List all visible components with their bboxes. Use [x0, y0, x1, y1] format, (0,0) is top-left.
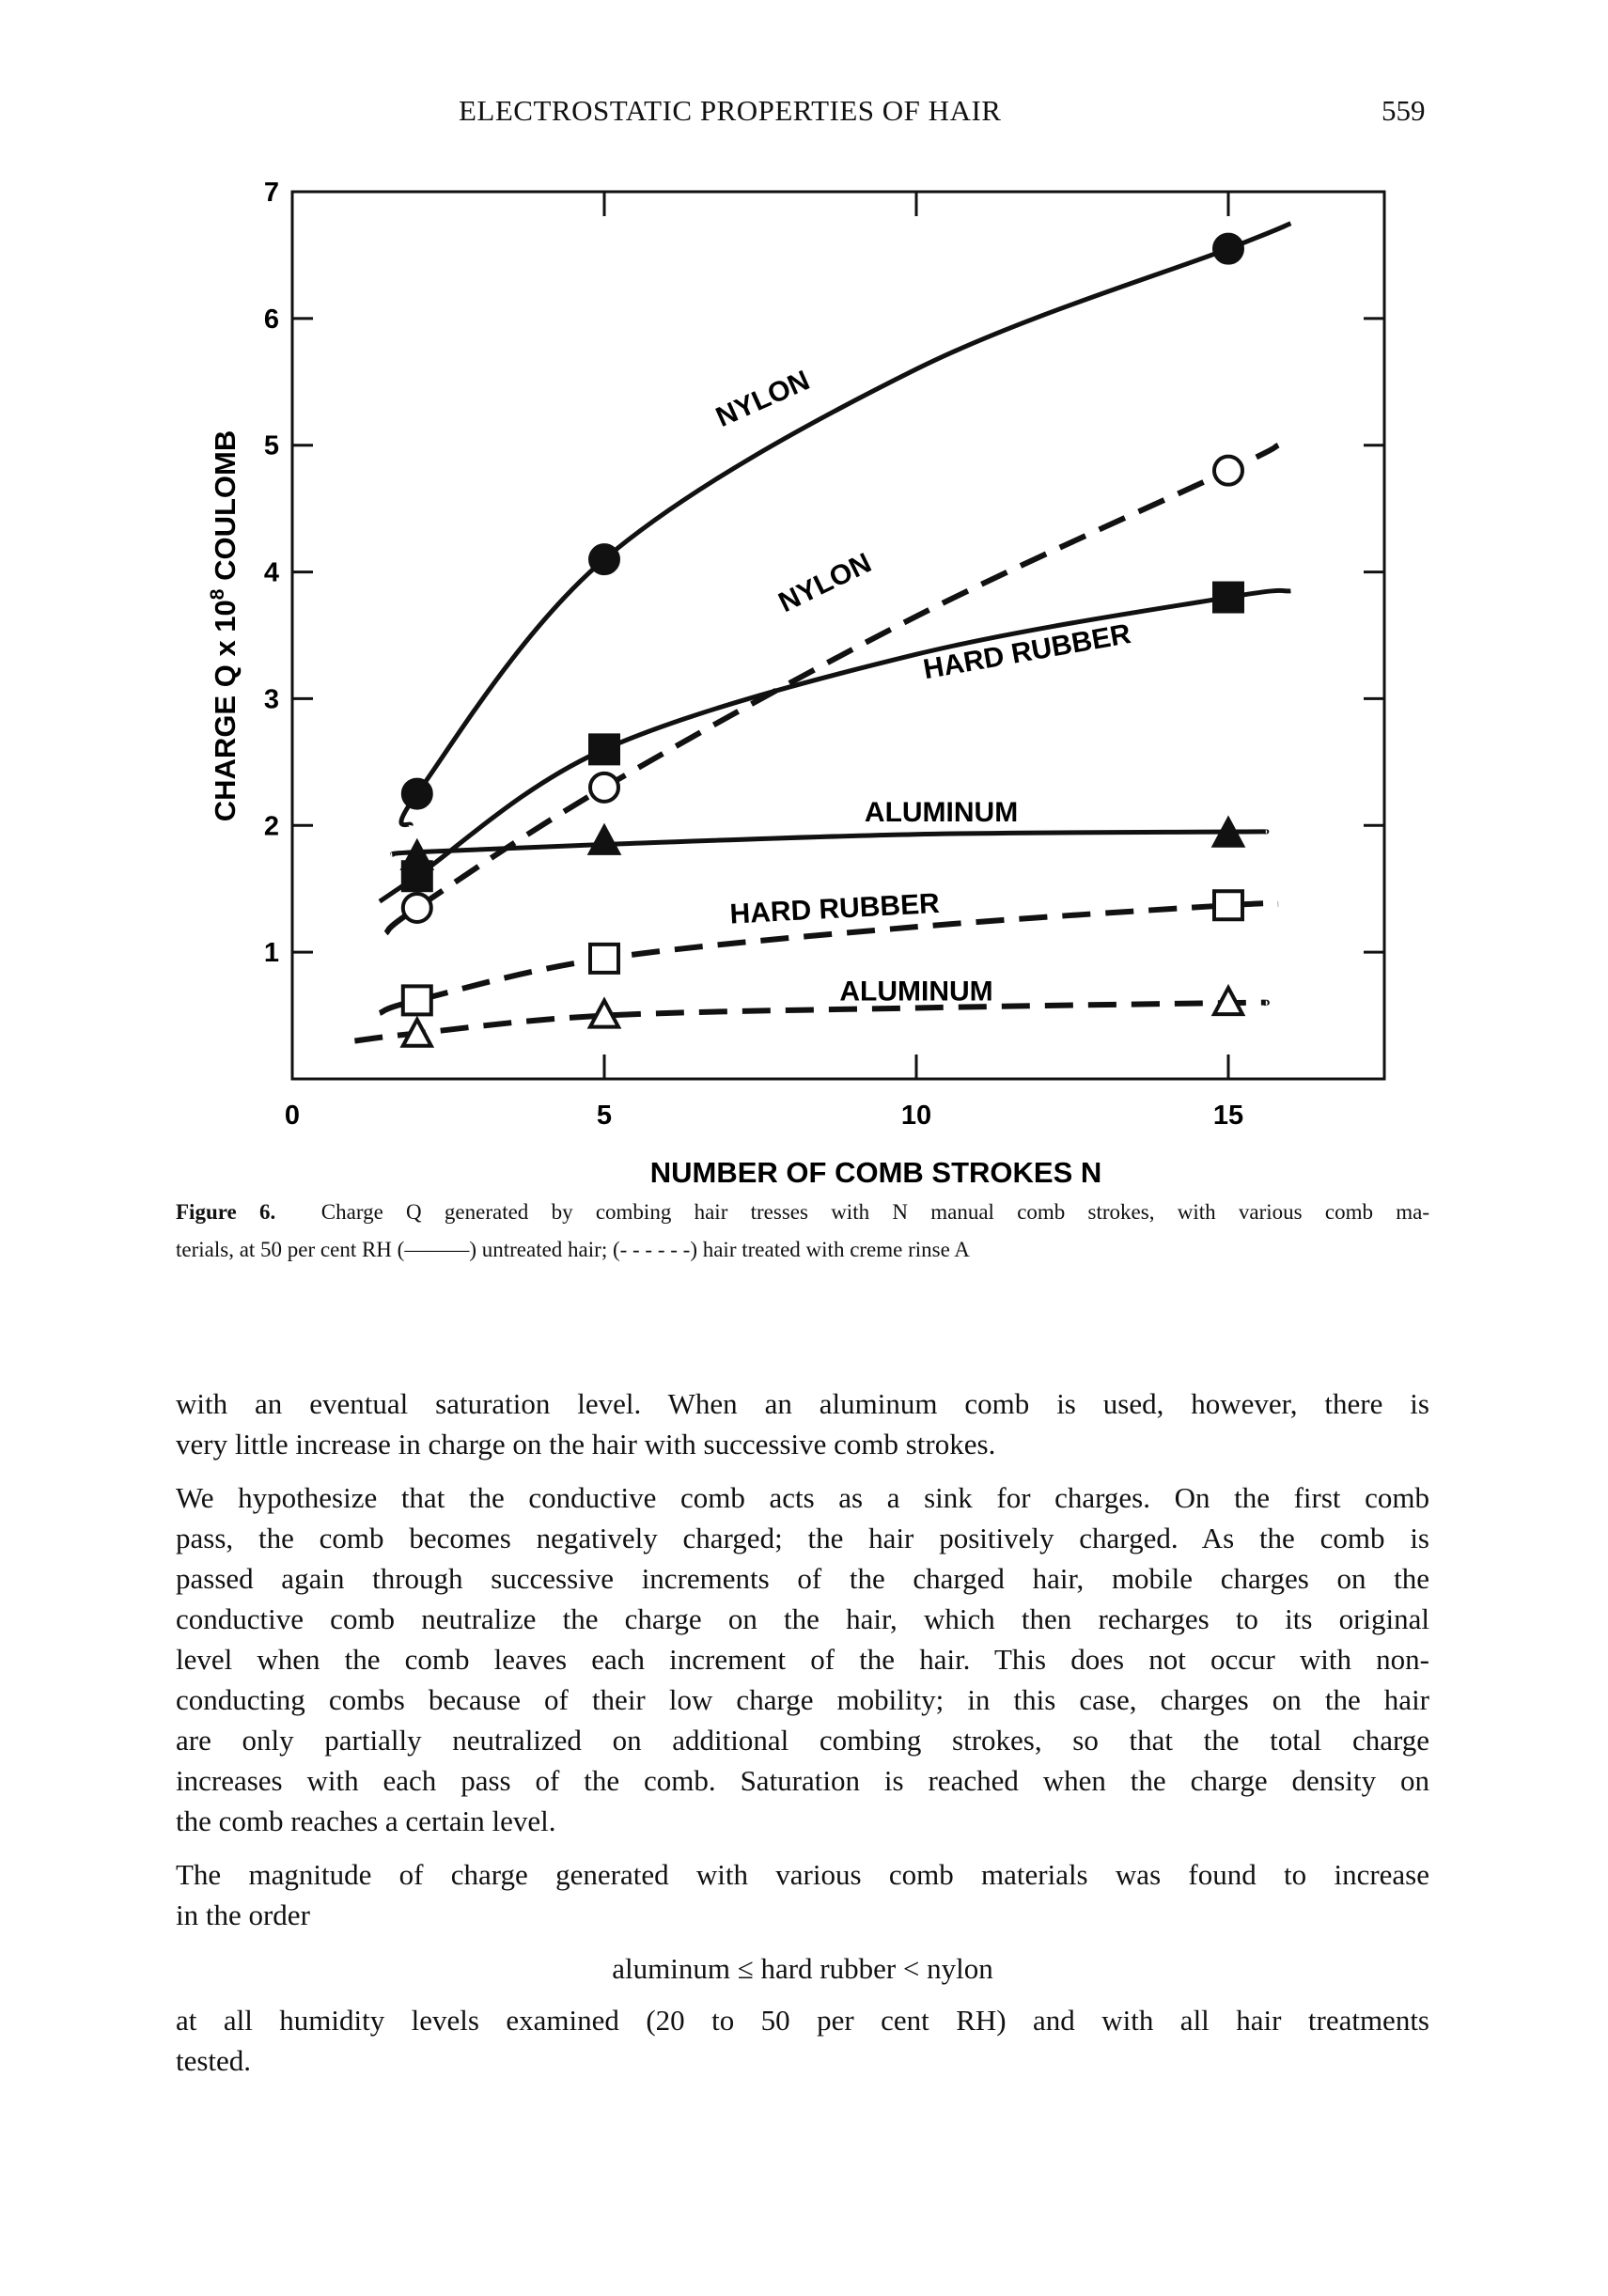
data-point-hard-rubber-untreated — [1214, 584, 1242, 612]
text-line: tested. — [176, 2044, 252, 2077]
order-equation: aluminum ≤ hard rubber < nylon — [612, 1952, 993, 1985]
data-point-hard-rubber-untreated — [590, 735, 618, 763]
series-label-hard-rubber-treated: HARD RUBBER — [728, 887, 941, 930]
data-point-hard-rubber-treated — [1214, 891, 1242, 919]
text-line: the comb reaches a certain level. — [176, 1804, 556, 1837]
paragraph — [176, 1383, 1429, 1464]
x-axis-label: NUMBER OF COMB STROKES N — [649, 1156, 1102, 1184]
caption-label: Figure 6. — [176, 1200, 276, 1224]
text-line: level when the comb leaves each increment of the hair. This does not occur with non- — [176, 1643, 1429, 1676]
series-line-aluminum-untreated — [392, 832, 1267, 854]
data-point-nylon-untreated — [1214, 235, 1242, 263]
text-line: very little increase in charge on the hair with successive comb strokes. — [176, 1428, 996, 1460]
series-label-hard-rubber-untreated: HARD RUBBER — [921, 617, 1133, 686]
text-line: conducting combs because of their low charge mobility; in this case, charges on the hair — [176, 1683, 1429, 1716]
paragraph — [176, 2000, 1429, 2081]
text-line: pass, the comb becomes negatively charged; the hair positively charged. As the comb is — [176, 1522, 1429, 1554]
plot-frame — [292, 192, 1384, 1079]
caption-line — [176, 1194, 1429, 1231]
series-label-nylon-untreated: NYLON — [711, 365, 815, 434]
data-point-nylon-treated — [403, 894, 431, 922]
page-number: 559 — [1382, 94, 1426, 127]
series-label-aluminum-untreated: ALUMINUM — [864, 797, 1019, 829]
text-line: at all humidity levels examined (20 to 50 per cent RH) and with all hair treatments — [176, 2004, 1429, 2037]
data-point-nylon-treated — [1214, 457, 1242, 485]
text-line: conductive comb neutralize the charge on the hair, which then recharges to its original — [176, 1602, 1429, 1635]
data-point-aluminum-untreated — [590, 827, 618, 853]
series-label-nylon-treated: NYLON — [773, 547, 877, 619]
text-line: increases with each pass of the comb. Saturation is reached when the charge density on — [176, 1764, 1429, 1797]
y-tick-label: 3 — [263, 684, 279, 715]
text-line: in the order — [176, 1898, 310, 1931]
series-line-aluminum-treated — [354, 1003, 1266, 1041]
paragraph — [176, 1854, 1429, 1935]
y-tick-label: 6 — [263, 304, 279, 335]
series-label-aluminum-treated: ALUMINUM — [839, 976, 993, 1007]
caption-text: Charge Q generated by combing hair tresses with N manual comb strokes, with various comb ma- — [320, 1200, 1429, 1224]
series-line-nylon-untreated — [401, 224, 1290, 829]
y-tick-label: 1 — [263, 938, 279, 969]
y-tick-label: 4 — [263, 557, 279, 588]
text-line: We hypothesize that the conductive comb acts as a sink for charges. On the first comb — [176, 1481, 1429, 1514]
series-line-hard-rubber-untreated — [380, 590, 1290, 901]
data-point-hard-rubber-treated — [590, 945, 618, 973]
x-tick-label: 0 — [284, 1101, 301, 1131]
text-line: are only partially neutralized on additional combing strokes, so that the total charge — [176, 1724, 1429, 1757]
data-point-nylon-untreated — [590, 545, 618, 573]
text-line: The magnitude of charge generated with various comb materials was found to increase — [176, 1858, 1429, 1891]
caption-line: terials, at 50 per cent RH (———) untreated hair; (- - - - - -) hair treated with creme rinse A — [176, 1238, 970, 1261]
y-axis-label: CHARGE Q x $10^8$ COULOMB — [207, 430, 242, 822]
y-tick-label: 7 — [263, 178, 279, 208]
x-tick-label: 10 — [900, 1101, 932, 1131]
text-line: passed again through successive increments of the charged hair, mobile charges on the — [176, 1562, 1429, 1595]
data-point-hard-rubber-treated — [403, 986, 431, 1014]
y-tick-label: 2 — [263, 811, 279, 842]
chart-series-labels — [711, 365, 1133, 1007]
data-point-nylon-untreated — [403, 780, 431, 808]
data-point-aluminum-untreated — [403, 842, 431, 868]
text-line: with an eventual saturation level. When an aluminum comb is used, however, there is — [176, 1387, 1429, 1420]
paragraph — [176, 1477, 1429, 1841]
figure-caption — [176, 1194, 1429, 1269]
running-title: ELECTROSTATIC PROPERTIES OF HAIR — [459, 94, 1002, 127]
series-line-nylon-treated — [386, 445, 1279, 933]
x-tick-label: 5 — [596, 1101, 613, 1131]
x-tick-label: 15 — [1212, 1101, 1244, 1131]
data-point-nylon-treated — [590, 773, 618, 802]
body-text — [176, 1383, 1429, 2094]
y-tick-label: 5 — [263, 430, 279, 461]
